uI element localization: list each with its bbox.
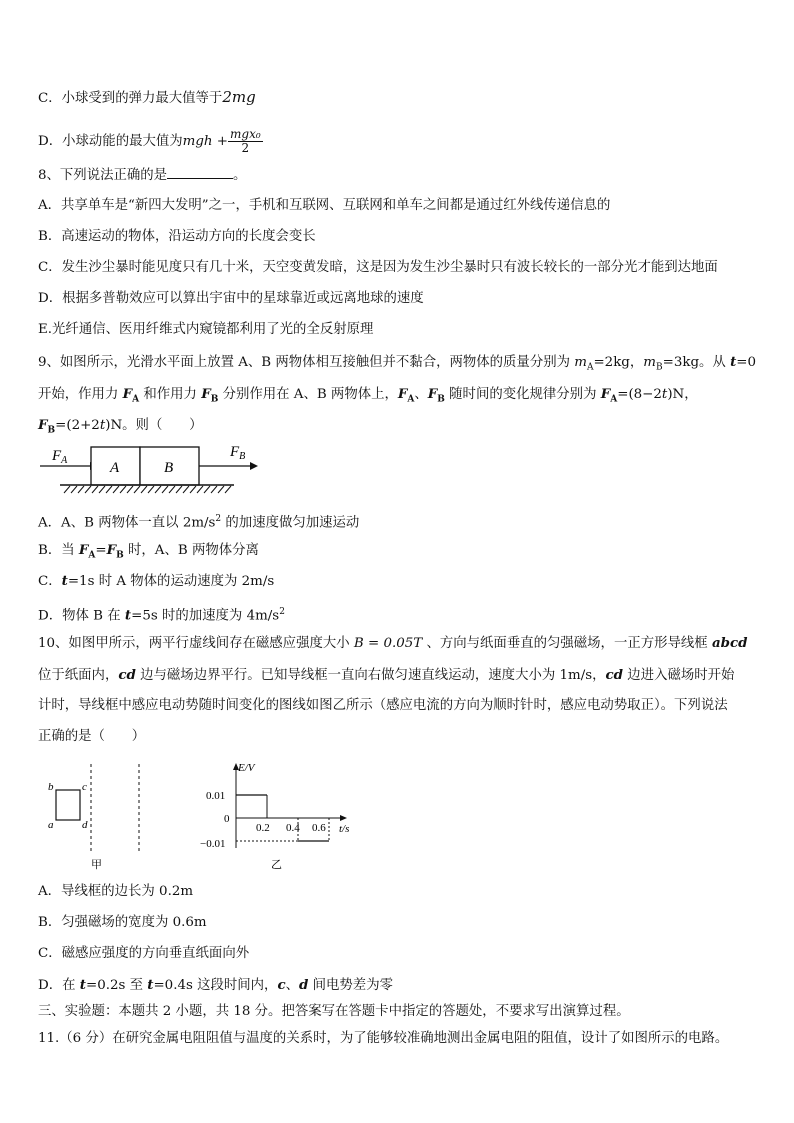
t-tick-0.4: 0.4 <box>286 822 300 834</box>
t-axis-arrow <box>340 815 347 821</box>
q8-option-c: C．发生沙尘暴时能见度只有几十米，天空变黄发暗，这是因为发生沙尘暴时只有波长较长的一部分光才能到达地面 <box>38 260 718 275</box>
answer-blank <box>167 166 233 179</box>
q11-stem: 11.（6 分）在研究金属电阻阻值与温度的关系时，为了能够较准确地测出金属电阻的阻值，设计了如图所示的电路。 <box>38 1031 729 1046</box>
q8-option-e: E.光纤通信、医用纤维式内窥镜都利用了光的全反射原理 <box>38 322 374 337</box>
force-b-arrowhead <box>250 462 258 470</box>
wire-frame <box>56 790 80 820</box>
corner-a-label: a <box>48 819 54 831</box>
q7-option-d: D．小球动能的最大值为mgh + $\frac{\text{mgx₀}}{2}$ <box>38 127 261 155</box>
q10-option-c: C．磁感应强度的方向垂直纸面向外 <box>38 946 250 961</box>
corner-c-label: c <box>82 781 87 793</box>
q7-d-formula: mgh + <box>182 134 229 149</box>
q10-option-d: D．在 t=0.2s 至 t=0.4s 这段时间内，c、d 间电势差为零 <box>38 977 393 993</box>
corner-d-label: d <box>82 819 88 831</box>
q9-figure <box>38 440 278 498</box>
q10-stem-line2: 位于纸面内，cd 边与磁场边界平行。已知导线框一直向右做匀速直线运动，速度大小为 1m/s，cd 边进入磁场时开始 <box>38 667 735 683</box>
q10-stem-line3: 计时，导线框中感应电动势随时间变化的图线如图乙所示（感应电流的方向为顺时针时，感应电动势取正）。下列说法 <box>38 698 728 713</box>
q9-option-b: B．当 $F_A=F_B$ 时，A、B 两物体分离 <box>38 542 259 561</box>
ground-hatch <box>64 486 231 493</box>
q9-stem-line2: 开始，作用力 $F_A$ 和作用力 $F_B$ 分别作用在 A、B 两物体上，$F_A$、$F_B$ 随时间的变化规律分别为 $F_A=(8-2t)N$， <box>38 386 698 405</box>
force-a-label: $F_A$ <box>52 448 68 466</box>
t-tick-0.2: 0.2 <box>256 822 270 834</box>
force-b-label: $F_B$ <box>230 444 246 462</box>
t-tick-0.6: 0.6 <box>312 822 326 834</box>
q7-option-c: C．小球受到的弹力最大值等于2mg <box>38 88 256 106</box>
e-tick-positive: 0.01 <box>206 790 226 802</box>
q9-option-d: D．物体 B 在 t=5s 时的加速度为 $4m/s^2$ <box>38 607 285 624</box>
block-b-label: B <box>164 460 174 476</box>
q10-figure-jia <box>38 760 168 875</box>
section-3-heading: 三、实验题：本题共 2 小题，共 18 分。把答案写在答题卡中指定的答题处，不要求写出演算过程。 <box>38 1004 630 1019</box>
q9-option-a: A．A、B 两物体一直以 $2m/s^2$ 的加速度做匀加速运动 <box>38 514 360 531</box>
q7-d-fraction: $\frac{\text{mgx₀}}{2}$ <box>230 127 261 155</box>
q10-figure-yi <box>196 760 366 875</box>
q9-stem-line1: 9、如图所示，光滑水平面上放置 A、B 两物体相互接触但并不黏合，两物体的质量分别为 $m_A=2kg$，$m_B=3kg$。从 t=0 <box>38 354 757 373</box>
q10-stem-line4: 正确的是（ ） <box>38 729 146 744</box>
q9-option-c: C．t=1s 时 A 物体的运动速度为 2m/s <box>38 573 275 589</box>
q8-option-d: D．根据多普勒效应可以算出宇宙中的星球靠近或远离地球的速度 <box>38 291 424 306</box>
q10-option-a: A．导线框的边长为 0.2m <box>38 884 194 899</box>
q7-c-formula: 2mg <box>222 88 256 106</box>
block-a-label: A <box>110 460 120 476</box>
q8-stem: 8、下列说法正确的是 。 <box>38 168 247 183</box>
q8-option-a: A．共享单车是“新四大发明”之一，手机和互联网、互联网和单车之间都是通过红外线传递信息的 <box>38 198 611 213</box>
corner-b-label: b <box>48 781 54 793</box>
q8-option-b: B．高速运动的物体，沿运动方向的长度会变长 <box>38 229 316 244</box>
t-axis-label: t/s <box>339 823 350 835</box>
e-tick-negative: −0.01 <box>200 838 226 850</box>
q10-option-b: B．匀强磁场的宽度为 0.6m <box>38 915 207 930</box>
e-axis-label: E/V <box>238 762 255 774</box>
q9-stem-line3: $F_B=(2+2t)N$。则（ ） <box>38 417 203 436</box>
e-tick-zero: 0 <box>224 813 230 825</box>
figure-caption-yi: 乙 <box>271 859 282 871</box>
figure-caption-jia: 甲 <box>91 859 102 871</box>
q10-stem-line1: 10、如图甲所示，两平行虚线间存在磁感应强度大小 B = 0.05T 、方向与纸面垂直的匀强磁场，一正方形导线框 abcd <box>38 635 748 651</box>
